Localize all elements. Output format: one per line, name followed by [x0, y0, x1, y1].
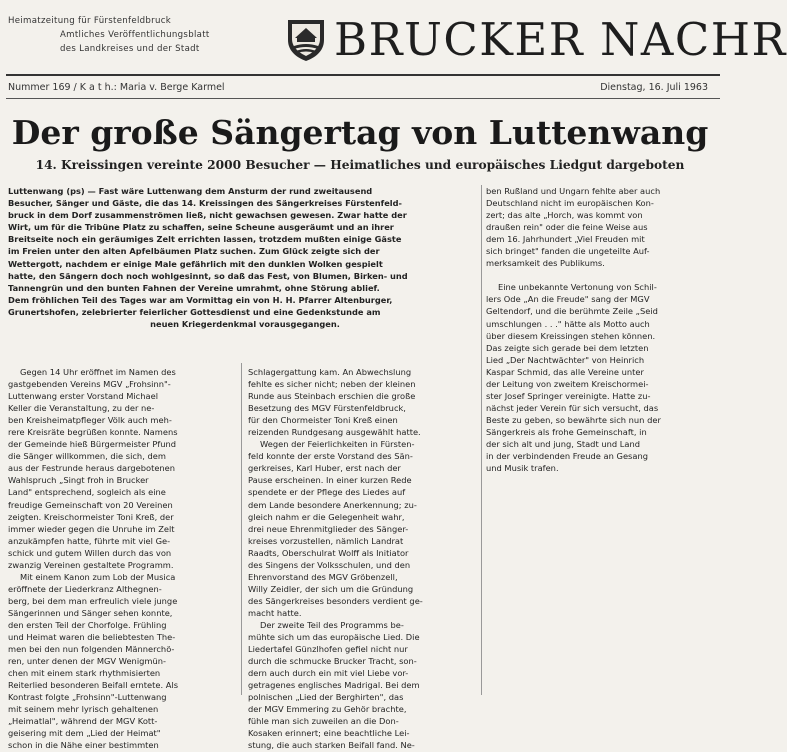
article-text-line: geisering mit dem „Lied der Heimat": [8, 728, 161, 739]
article-text-line: Reiterlied besonderen Beifall erntete. Als: [8, 680, 179, 691]
article-text-line: ben Kreisheimatpfleger Völk auch meh-: [8, 415, 172, 426]
article-text-line: berg, bei dem man erfreulich viele junge: [8, 595, 178, 606]
article-text-line: Deutschland nicht im europäischen Kon-: [486, 198, 654, 209]
newspaper-name: BRUCKER NACHR: [334, 13, 787, 66]
article-text-line: anzukämpfen hatte, führte mit viel Ge-: [8, 535, 171, 546]
masthead-line-1: Heimatzeitung für Fürstenfeldbruck: [8, 16, 172, 26]
article-text-line: dern auch durch ein mit viel Liebe vor-: [248, 668, 409, 679]
article-text-line: Wegen der Feierlichkeiten in Fürsten-: [260, 439, 415, 450]
article-text-line: durch die schmucke Brucker Tracht, son-: [248, 656, 417, 667]
article-text-line: der MGV Emmering zu Gehör brachte,: [248, 704, 407, 715]
article-text-line: rere Kreisräte begrüßen konnte. Namens: [8, 427, 178, 438]
article-text-line: gastgebenden Vereins MGV „Frohsinn"-: [8, 379, 171, 390]
article-text-line: immer wieder gegen die Unruhe im Zelt: [8, 523, 175, 534]
article-text-line: Kontrast folgte „Frohsinn"-Luttenwang: [8, 692, 167, 703]
article-text-line: ren, unter denen der MGV Wenigmün-: [8, 656, 166, 667]
article-text-line: men bei den nun folgenden Männerchö-: [8, 644, 175, 655]
article-text-line: für den Chormeister Toni Kreß einen: [248, 415, 398, 426]
article-text-line: sich bringet" fanden die ungeteilte Auf-: [486, 246, 650, 257]
article-text-line: zeigten. Kreischormeister Toni Kreß, der: [8, 511, 174, 522]
article-text-line: lers Ode „An die Freude" sang der MGV: [486, 294, 650, 305]
lead-line: neuen Kriegerdenkmal vorausgegangen.: [150, 319, 340, 330]
article-text-line: drei neue Ehrenmitglieder des Sänger-: [248, 523, 409, 534]
dateline-rule: [6, 98, 720, 99]
article-text-line: umschlungen . . ." hätte als Motto auch: [486, 318, 650, 329]
article-text-line: Raadts, Oberschulrat Wolff als Initiator: [248, 547, 409, 558]
article-text-line: Das zeigte sich gerade bei dem letzten: [486, 342, 649, 353]
article-text-line: in der verbindenden Freude an Gesang: [486, 451, 648, 462]
article-text-line: spendete er der Pflege des Liedes auf: [248, 487, 406, 498]
coat-of-arms-icon: [286, 18, 326, 62]
article-text-line: der Gemeinde hieß Bürgermeister Pfund: [8, 439, 177, 450]
article-text-line: Gegen 14 Uhr eröffnet im Namen des: [20, 367, 176, 377]
article-column-1: [8, 366, 234, 752]
article-text-line: mit seinem mehr lyrisch gehaltenen: [8, 704, 159, 715]
article-text-line: freudige Gemeinschaft von 20 Vereinen: [8, 499, 173, 510]
lead-line: Wettergott, nachdem er einige Male gefährlich mit den dunklen Wolken gespielt: [8, 258, 383, 269]
article-text-line: mühte sich um das europäische Lied. Die: [248, 632, 420, 643]
article-text-line: Willy Zeidler, der sich um die Gründung: [248, 583, 414, 594]
article-text-line: fühle man sich zuweilen an die Don-: [248, 716, 399, 727]
article-text-line: Liedertafel Günzlhofen gefiel nicht nur: [248, 644, 408, 655]
lead-line: Besucher, Sänger und Gäste, die das 14. Kreissingen des Sängerkreises Fürstenfeld-: [8, 198, 402, 209]
article-text-line: Luttenwang erster Vorstand Michael: [8, 391, 158, 402]
article-text-line: und Musik trafen.: [486, 463, 559, 474]
lead-line: hatte, den Sängern doch noch wohlgesinnt, so daß das Fest, von Blumen, Birken- und: [8, 270, 408, 281]
article-text-line: Land" entsprechend, sogleich als eine: [8, 487, 166, 498]
article-text-line: schick und gutem Willen durch das von: [8, 547, 172, 558]
issue-number: Nummer 169 / K a t h.: Maria v. Berge Karmel: [8, 82, 225, 93]
article-text-line: Sängerkreis als frohe Gemeinschaft, in: [486, 426, 647, 437]
article-text-line: getragenes englisches Madrigal. Bei dem: [248, 680, 420, 691]
masthead-rule: [6, 74, 720, 76]
article-text-line: Beste zu geben, so bewährte sich nun der: [486, 414, 661, 425]
article-text-line: schon in die Nähe einer bestimmten: [8, 740, 159, 751]
article-text-line: nächst jeder Verein für sich versucht, das: [486, 402, 659, 413]
article-text-line: zert; das alte „Horch, was kommt von: [486, 210, 643, 221]
article-text-line: Kaspar Schmid, das alle Vereine unter: [486, 366, 644, 377]
masthead: [0, 0, 787, 80]
article-subhead: 14. Kreissingen vereinte 2000 Besucher — Heimatliches und europäisches Liedgut dargeboten: [35, 158, 685, 172]
article-text-line: Kosaken erinnert; eine beachtliche Lei-: [248, 728, 410, 739]
article-text-line: dem 16. Jahrhundert „Viel Freuden mit: [486, 234, 645, 245]
article-text-line: des Singens der Volksschulen, und den: [248, 559, 411, 570]
article-text-line: die Sänger willkommen, die sich, dem: [8, 451, 166, 462]
article-text-line: Schlagergattung kam. An Abwechslung: [248, 367, 412, 377]
lead-line: Grunertshofen, zelebrierter feierlicher Gottesdienst und eine Gedenkstunde am: [8, 306, 381, 317]
article-text-line: „Heimatlal", während der MGV Kott-: [8, 716, 158, 727]
article-text-line: Mit einem Kanon zum Lob der Musica: [20, 571, 176, 582]
article-text-line: Runde aus Steinbach erschien die große: [248, 391, 416, 402]
article-text-line: [486, 269, 714, 281]
article-text-line: der sich alt und jung, Stadt und Land: [486, 438, 640, 449]
article-text-line: Geltendorf, und die berühmte Zeile „Seid: [486, 306, 658, 317]
article-text-line: zwanzig Vereinen gestaltete Programm.: [8, 559, 174, 570]
article-text-line: gleich nahm er die Gelegenheit wahr,: [248, 511, 405, 522]
lead-line: Luttenwang (ps) — Fast wäre Luttenwang dem Ansturm der rund zweitausend: [8, 186, 373, 196]
article-headline: Der große Sängertag von Luttenwang: [11, 113, 709, 152]
lead-line: Dem fröhlichen Teil des Tages war am Vormittag ein von H. H. Pfarrer Altenburger,: [8, 294, 393, 305]
article-lead: [8, 185, 482, 355]
article-text-line: macht hatte.: [248, 607, 302, 618]
article-text-line: Eine unbekannte Vertonung von Schil-: [498, 282, 657, 293]
article-text-line: über diesem Kreissingen stehen können.: [486, 330, 656, 341]
article-text-line: fehlte es sicher nicht; neben der kleinen: [248, 379, 416, 390]
article-text-line: draußen rein" oder die feine Weise aus: [486, 222, 648, 233]
column-divider: [241, 363, 242, 695]
lead-line: Wirt, um für die Tribüne Platz zu schaffen, seine Scheune ausgeräumt und an ihrer: [8, 222, 394, 233]
masthead-line-3: des Landkreises und der Stadt: [60, 44, 200, 54]
article-text-line: eröffnete der Liederkranz Althegnen-: [8, 583, 162, 594]
article-text-line: stung, die auch starken Beifall fand. Ne-: [248, 740, 415, 751]
lead-line: bruck in dem Dorf zusammenströmen ließ, nicht gewachsen gewesen. Zwar hatte der: [8, 210, 407, 221]
article-text-line: Besetzung des MGV Fürstenfeldbruck,: [248, 403, 406, 414]
article-text-line: Sängerinnen und Sänger sehen konnte,: [8, 607, 173, 618]
article-text-line: aus der Festrunde heraus dargebotenen: [8, 463, 176, 474]
article-text-line: Pause erscheinen. In einer kurzen Rede: [248, 475, 412, 486]
article-text-line: dem Lande besondere Anerkennung; zu-: [248, 499, 417, 510]
lead-line: Tannengrün und den bunten Fahnen der Vereine umrahmt, ohne Störung ablief.: [8, 282, 380, 293]
article-text-line: der Leitung von zweitem Kreischormei-: [486, 378, 649, 389]
article-text-line: Ehrenvorstand des MGV Gröbenzell,: [248, 571, 398, 582]
article-text-line: feld konnte der erste Vorstand des Sän-: [248, 451, 413, 462]
lead-line: Breitseite noch ein geräumiges Zelt errichten lassen, trotzdem mußten einige Gäste: [8, 234, 402, 245]
issue-date: Dienstag, 16. Juli 1963: [600, 82, 708, 93]
masthead-line-2: Amtliches Veröffentlichungsblatt: [60, 30, 210, 40]
article-text-line: ster Josef Springer vereinigte. Hatte zu-: [486, 390, 651, 401]
article-text-line: Lied „Der Nachtwächter" von Heinrich: [486, 354, 645, 365]
dateline: [8, 80, 708, 98]
article-text-line: gerkreises, Karl Huber, erst nach der: [248, 463, 401, 474]
article-text-line: chen mit einem stark rhythmisierten: [8, 668, 161, 679]
article-text-line: kreises vorzustellen, nämlich Landrat: [248, 535, 404, 546]
article-text-line: reizenden Rundgesang ausgewählt hatte.: [248, 427, 421, 438]
article-text-line: polnischen „Lied der Berghirten", das: [248, 692, 404, 703]
article-text-line: des Sängerkreises besonders verdient ge-: [248, 595, 423, 606]
article-text-line: und Heimat waren die beliebtesten The-: [8, 632, 176, 643]
column-divider: [481, 185, 482, 695]
article-column-3: [486, 185, 714, 474]
article-text-line: ben Rußland und Ungarn fehlte aber auch: [486, 186, 661, 196]
lead-line: im Freien unter den alten Apfelbäumen Platz suchen. Zum Glück zeigte sich der: [8, 246, 380, 257]
masthead-subtitle: [8, 14, 278, 56]
article-column-2: [248, 366, 474, 752]
article-text-line: merksamkeit des Publikums.: [486, 258, 605, 269]
article-text-line: Der zweite Teil des Programms be-: [260, 619, 404, 630]
article-text-line: Wahlspruch „Singt froh in Brucker: [8, 475, 149, 486]
article-text-line: den ersten Teil der Chorfolge. Frühling: [8, 619, 167, 630]
article-text-line: Keller die Veranstaltung, zu der ne-: [8, 403, 155, 414]
